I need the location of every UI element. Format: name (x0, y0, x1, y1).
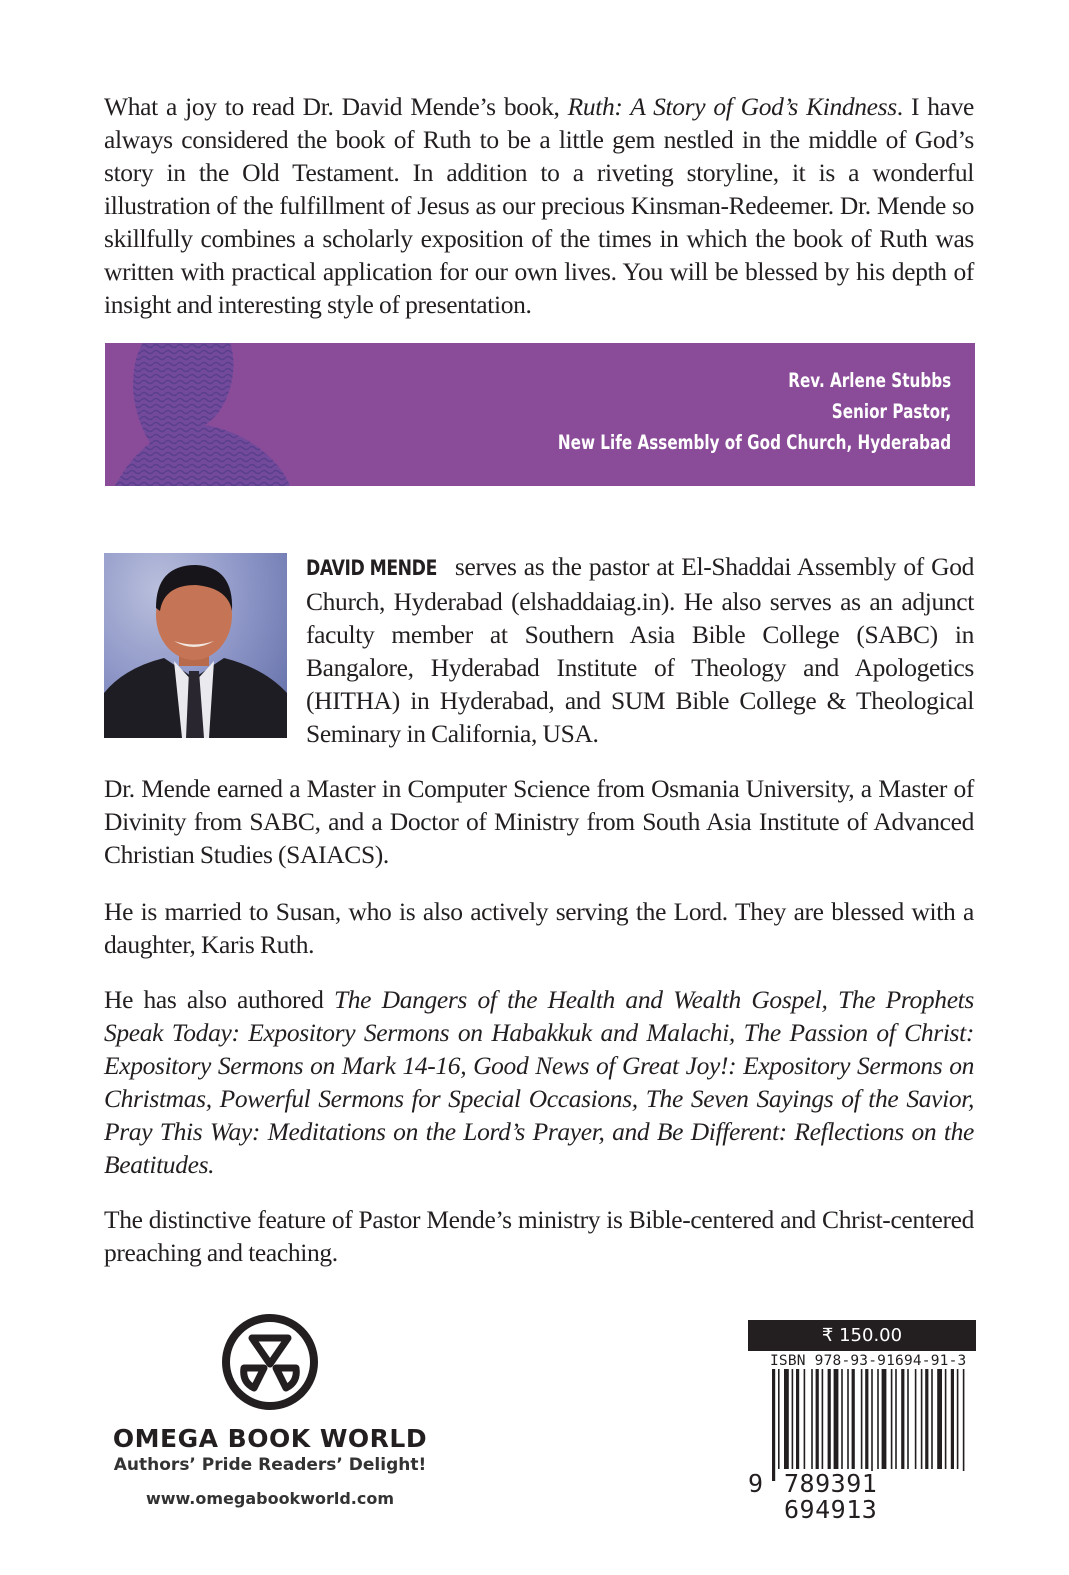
italic-title-text: Ruth: A Story of God’s Kindness (567, 92, 897, 121)
author-education-paragraph: Dr. Mende earned a Master in Computer Science from Osmania University, a Master of Divinity from SABC, and a Doctor of Ministry from South Asia Institute of Advanced Christian Studies (SAIACS). (104, 774, 974, 869)
barcode-lead-digit: 9 (748, 1469, 764, 1498)
endorser-banner (105, 343, 975, 486)
barcode-bar (841, 1369, 843, 1469)
endorser-organization: New Life Assembly of God Church, Hyderabad (557, 431, 951, 454)
barcode-bar (784, 1369, 789, 1469)
barcode-bar (957, 1369, 959, 1469)
barcode-bar (895, 1369, 897, 1469)
barcode-bar (828, 1369, 831, 1469)
barcode-bar (822, 1369, 824, 1469)
isbn-label: ISBN 978-93-91694-91-3 (770, 1353, 967, 1369)
price-label: ₹ 150.00 (748, 1320, 976, 1351)
barcode-bar (907, 1369, 909, 1469)
barcode-bar (834, 1369, 839, 1469)
italic-title-text: The Dangers of the Health and Wealth Gospel, The Prophets Speak Today: Expository Sermons on Habakkuk and Malachi, The Passion of Christ: Expository Sermons on Mark 14-16, Good News of Great Joy!: Expository Sermons on Christmas, Powerful Sermons for Special Occasions, The Seven Sayings of the Savior, Pray This Way: Meditations on the Lord’s Prayer, and Be Different: Reflections on the Beatitudes. (104, 985, 974, 1179)
barcode-bar (931, 1369, 933, 1469)
publisher-block (100, 1312, 440, 1508)
author-portrait-icon (104, 553, 287, 738)
barcode-bar (852, 1369, 855, 1469)
paragraph-text: . I have always considered the book of Ruth to be a little gem nestled in the middle of God’s story in the Old Testament. In addition to a riveting storyline, it is a wonderful illustration of the fulfillment of Jesus as our precious Kinsman-Redeemer. Dr. Mende so skillfully combines a scholarly exposition of the times in which the book of Ruth was written with practical application for our own lives. You will be blessed by his depth of insight and interesting style of presentation. (104, 92, 974, 319)
publisher-tagline: Authors’ Pride Readers’ Delight! (113, 1455, 427, 1475)
barcode-bar (921, 1369, 923, 1469)
barcode-bar (792, 1369, 794, 1469)
barcode-bar (963, 1369, 965, 1481)
barcode-bar (877, 1369, 879, 1469)
endorsement-paragraph (104, 90, 974, 321)
barcode-bar (915, 1369, 917, 1469)
barcode-bar (811, 1369, 813, 1469)
barcode-digit-groups: 789391 694913 (784, 1471, 976, 1523)
barcode-bar (772, 1369, 775, 1481)
barcode-bar (925, 1369, 928, 1469)
endorser-name: Rev. Arlene Stubbs (788, 369, 951, 392)
publisher-name: OMEGA BOOK WORLD (112, 1424, 428, 1453)
barcode-bar (891, 1369, 893, 1469)
barcode-bar (861, 1369, 863, 1469)
barcode-bar (796, 1369, 799, 1469)
barcode-bar (901, 1369, 904, 1469)
author-photo (104, 553, 287, 738)
author-ministry-paragraph: The distinctive feature of Pastor Mende’s ministry is Bible-centered and Christ-centered preaching and teaching. (104, 1205, 974, 1267)
barcode-bar (816, 1369, 819, 1469)
barcode-bar (871, 1369, 873, 1481)
barcode-bar (882, 1369, 887, 1469)
paragraph-text: What a joy to read Dr. David Mende’s book, (104, 92, 568, 121)
barcode-block (748, 1320, 976, 1524)
author-family-paragraph: He is married to Susan, who is also actively serving the Lord. They are blessed with a daughter, Karis Ruth. (104, 897, 974, 959)
author-name: DAVID MENDE (306, 556, 437, 580)
endorser-attribution (558, 365, 951, 458)
barcode-bar (804, 1369, 806, 1469)
barcode-bar (951, 1369, 954, 1469)
author-bio-paragraph (306, 550, 974, 750)
paragraph-text: He has also authored (104, 985, 334, 1014)
barcode-icon (772, 1369, 972, 1481)
silhouette-figure-icon (105, 343, 335, 486)
omega-trefoil-logo-icon (220, 1312, 320, 1412)
barcode-bar (847, 1369, 849, 1469)
author-books-paragraph (104, 983, 974, 1181)
barcode-bar (865, 1369, 868, 1469)
author-bio-text: serves as the pastor at El-Shaddai Assembly of God Church, Hyderabad (elshaddaiag.in). He also serves as an adjunct faculty member at Southern Asia Bible College (SABC) in Bangalore, Hyderabad Institute of Theology and Apologetics (HITHA) in Hyderabad, and SUM Bible College & Theological Seminary in California, USA. (306, 552, 974, 748)
barcode-bar (937, 1369, 942, 1469)
barcode-bar (778, 1369, 780, 1469)
endorser-title: Senior Pastor, (831, 400, 951, 423)
publisher-url: www.omegabookworld.com (145, 1489, 395, 1508)
barcode-bar (945, 1369, 947, 1469)
